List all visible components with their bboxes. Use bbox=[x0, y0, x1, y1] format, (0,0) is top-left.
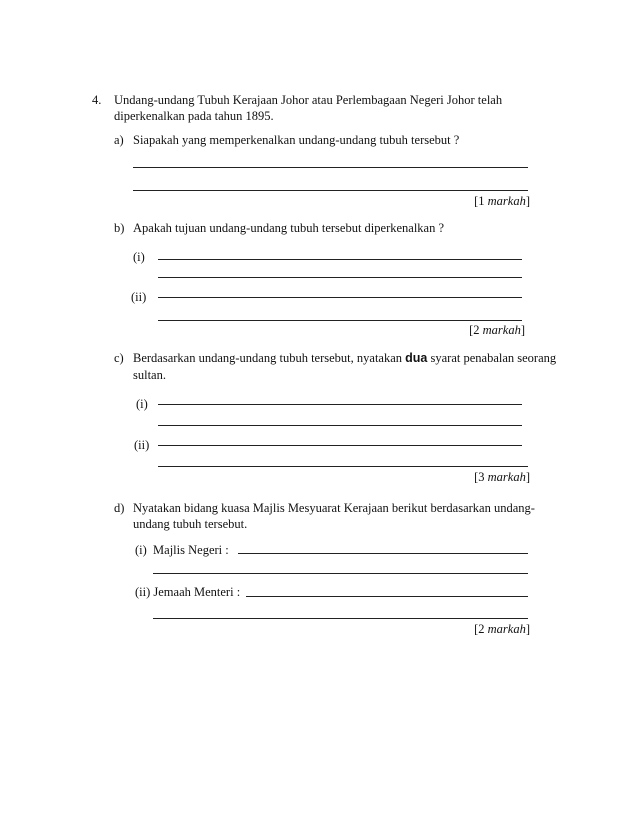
part-d-sub-i-label: (i) Majlis Negeri : bbox=[135, 543, 229, 557]
part-b-i-answer-line-1[interactable] bbox=[158, 259, 522, 260]
part-b-ii-answer-line-1[interactable] bbox=[158, 297, 522, 298]
part-b-i-answer-line-2[interactable] bbox=[158, 277, 522, 278]
part-d-ii-answer-line-2[interactable] bbox=[153, 618, 528, 619]
part-c-label: c) bbox=[114, 351, 124, 365]
part-c-ii-answer-line-2[interactable] bbox=[158, 466, 528, 467]
part-a-answer-line-2[interactable] bbox=[133, 190, 528, 191]
part-d-label: d) bbox=[114, 501, 125, 515]
part-b-sub-i-label: (i) bbox=[133, 250, 145, 264]
part-c-sub-i-label: (i) bbox=[136, 397, 148, 411]
part-d-ii-answer-line-1[interactable] bbox=[246, 596, 528, 597]
part-c-ii-answer-line-1[interactable] bbox=[158, 445, 522, 446]
question-number: 4. bbox=[92, 93, 102, 107]
part-a-label: a) bbox=[114, 133, 124, 147]
part-c-sub-ii-label: (ii) bbox=[134, 438, 150, 452]
part-d-i-answer-line-1[interactable] bbox=[238, 553, 528, 554]
part-d-marks: [2 markah] bbox=[474, 622, 530, 636]
part-b-label: b) bbox=[114, 221, 125, 235]
part-c-i-answer-line-1[interactable] bbox=[158, 404, 522, 405]
part-c-question-line-2: sultan. bbox=[133, 368, 166, 382]
part-b-ii-answer-line-2[interactable] bbox=[158, 320, 522, 321]
part-d-question-line-1: Nyatakan bidang kuasa Majlis Mesyuarat Kerajaan berikut berdasarkan undang- bbox=[133, 501, 535, 515]
part-a-marks: [1 markah] bbox=[474, 194, 530, 208]
part-c-emphasis: dua bbox=[405, 351, 428, 365]
part-b-sub-ii-label: (ii) bbox=[131, 290, 147, 304]
part-d-question-line-2: undang tubuh tersebut. bbox=[133, 517, 248, 531]
part-d-i-answer-line-2[interactable] bbox=[153, 573, 528, 574]
part-b-marks: [2 markah] bbox=[469, 323, 525, 337]
question-text-line-1: Undang-undang Tubuh Kerajaan Johor atau Perlembagaan Negeri Johor telah bbox=[114, 93, 503, 107]
part-c-marks: [3 markah] bbox=[474, 470, 530, 484]
part-d-sub-ii-label: (ii) Jemaah Menteri : bbox=[135, 585, 241, 599]
part-c-i-answer-line-2[interactable] bbox=[158, 425, 522, 426]
question-text-line-2: diperkenalkan pada tahun 1895. bbox=[114, 109, 274, 123]
part-a-answer-line-1[interactable] bbox=[133, 167, 528, 168]
part-a-question: Siapakah yang memperkenalkan undang-undang tubuh tersebut ? bbox=[133, 133, 460, 147]
part-b-question: Apakah tujuan undang-undang tubuh tersebut diperkenalkan ? bbox=[133, 221, 445, 235]
part-c-question-line-1: Berdasarkan undang-undang tubuh tersebut, nyatakan dua syarat penabalan seorang bbox=[133, 351, 557, 365]
